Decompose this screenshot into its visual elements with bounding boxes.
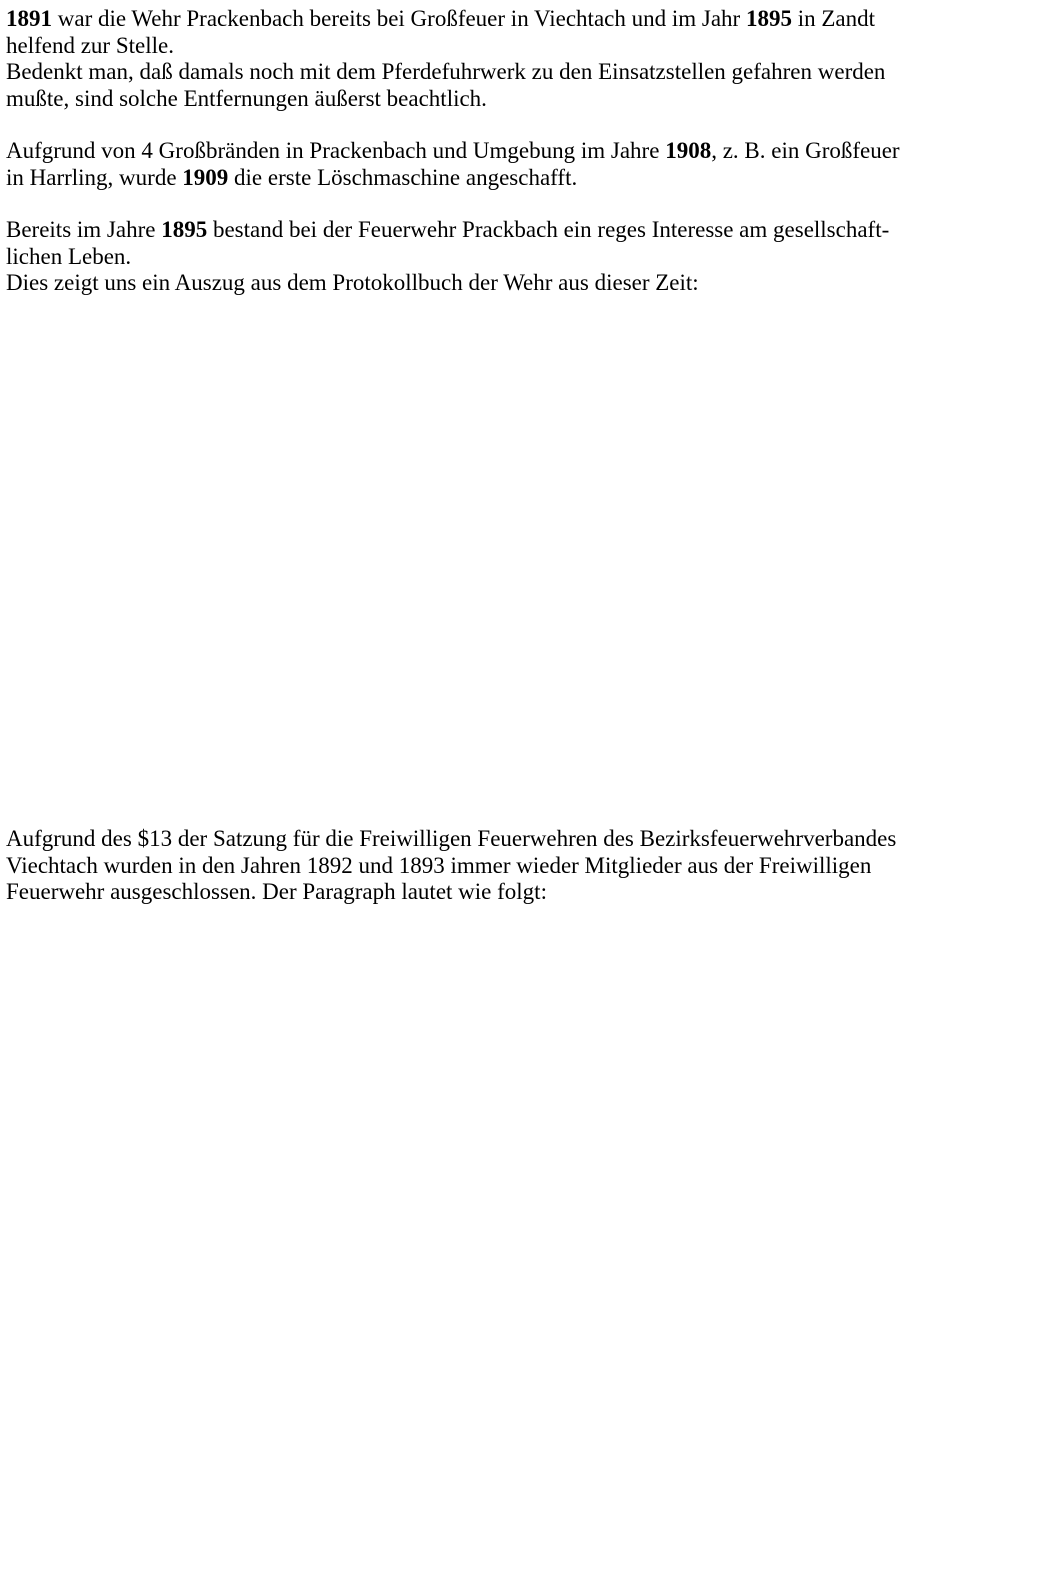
text-line: helfend zur Stelle. (6, 32, 174, 58)
text-line (6, 138, 1006, 165)
year-bold: 1908 (665, 138, 712, 163)
text-run: war die Wehr Prackenbach bereits bei Großfeuer in Viechtach und im Jahr (52, 6, 746, 31)
text-run: in Zandt (791, 6, 876, 31)
year-bold: 1895 (745, 6, 792, 31)
text-line: Bedenkt man, daß damals noch mit dem Pferdefuhrwerk zu den Einsatzstellen gefahren werden (6, 59, 886, 84)
year-bold: 1909 (182, 164, 229, 190)
year-bold: 1895 (161, 217, 208, 242)
text-line (6, 6, 1006, 33)
text-line (6, 217, 1006, 244)
text-line: lichen Leben. (6, 243, 132, 269)
text-run: , z. B. ein Großfeuer (711, 138, 900, 163)
paragraph-statute-exclusion (6, 826, 1006, 906)
text-run: Aufgrund von 4 Großbränden in Prackenbach und Umgebung im Jahre (6, 138, 666, 163)
text-line (6, 165, 1006, 192)
paragraph-first-extinguisher (6, 138, 1006, 191)
text-run: bestand bei der Feuerwehr Prackbach ein reges Interesse am gesellschaft- (207, 217, 890, 242)
text-line: mußte, sind solche Entfernungen äußerst beachtlich. (6, 85, 487, 111)
paragraph-fire-assistance (6, 6, 1006, 112)
text-line: Aufgrund des $13 der Satzung für die Freiwilligen Feuerwehren des Bezirksfeuerwehrverbandes (6, 826, 897, 851)
statute-paragraph-area (6, 915, 1006, 1555)
text-line: Viechtach wurden in den Jahren 1892 und 1893 immer wieder Mitglieder aus der Freiwilligen (6, 852, 872, 878)
text-run: die erste Löschmaschine angeschafft. (228, 164, 578, 190)
text-line: Dies zeigt uns ein Auszug aus dem Protokollbuch der Wehr aus dieser Zeit: (6, 270, 699, 295)
text-run: in Harrling, wurde (6, 164, 183, 190)
year-bold: 1891 (6, 6, 52, 31)
paragraph-social-life (6, 217, 1006, 297)
protocol-excerpt-area (6, 305, 1006, 815)
text-line: Feuerwehr ausgeschlossen. Der Paragraph lautet wie folgt: (6, 879, 547, 904)
text-run: Bereits im Jahre (6, 217, 162, 242)
